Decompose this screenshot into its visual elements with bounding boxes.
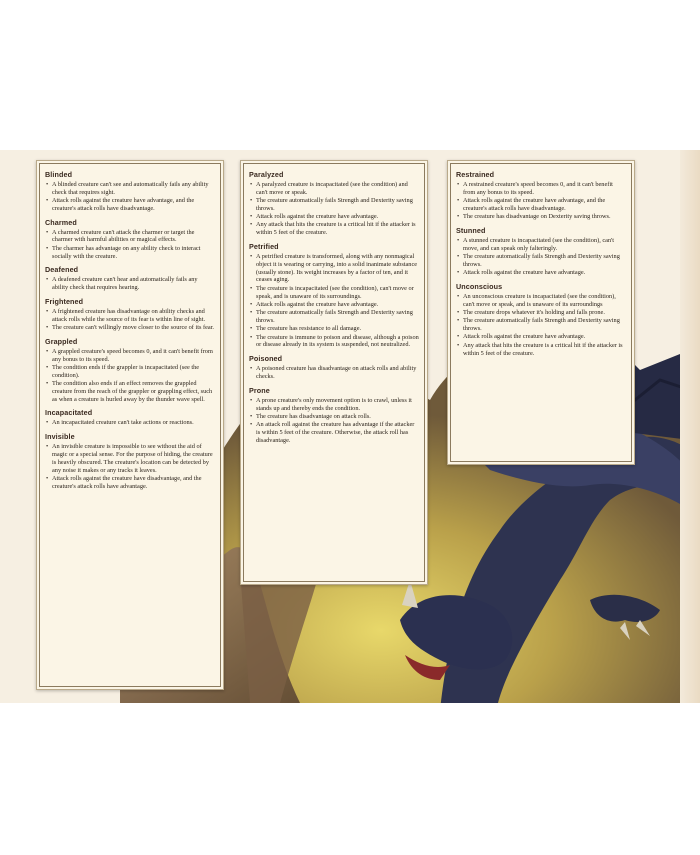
condition-name: Unconscious <box>456 281 503 291</box>
condition-bullet: • A restrained creature's speed becomes 0, and it can't benefit from any bonus to its speed. <box>456 181 626 197</box>
condition-bullet: • The creature has disadvantage on Dexterity saving throws. <box>456 213 626 221</box>
condition-bullet: • Attack rolls against the creature have advantage. <box>249 213 419 221</box>
condition-deafened <box>45 265 215 292</box>
condition-bullet: • The creature automatically fails Strength and Dexterity saving throws. <box>249 197 419 213</box>
condition-bullets <box>249 181 419 237</box>
condition-bullet: • An invisible creature is impossible to see without the aid of magic or a special sense. For the purpose of hiding, the creature is heavily obscured. The creature's location can be detected by any noise it makes or any tracks it leaves. <box>45 443 215 474</box>
condition-bullet: • An attack roll against the creature has advantage if the attacker is within 5 feet of the creature. Otherwise, the attack roll has disadvantage. <box>249 421 419 444</box>
condition-bullets <box>45 181 215 213</box>
condition-name: Deafened <box>45 265 79 275</box>
condition-bullet: • The charmer has advantage on any ability check to interact socially with the creature. <box>45 245 215 261</box>
condition-bullets <box>249 253 419 349</box>
condition-bullet: • Attack rolls against the creature have advantage. <box>456 269 626 277</box>
condition-name: Stunned <box>456 225 486 235</box>
condition-bullet: • A petrified creature is transformed, along with any nonmagical object it is wearing or carrying, into a solid inanimate substance (usually stone). Its weight increases by a factor of ten, and it ceases aging. <box>249 253 419 284</box>
condition-blinded <box>45 170 215 213</box>
condition-incapacitated <box>45 408 215 427</box>
condition-bullets <box>45 419 215 427</box>
condition-bullet: • A prone creature's only movement option is to crawl, unless it stands up and thereby ends the condition. <box>249 397 419 413</box>
condition-prone <box>249 386 419 445</box>
condition-bullet: • The creature has resistance to all damage. <box>249 325 419 333</box>
condition-invisible <box>45 432 215 490</box>
condition-bullet: • Any attack that hits the creature is a critical hit if the attacker is within 5 feet of the creature. <box>249 221 419 237</box>
page-edge <box>680 150 700 703</box>
condition-name: Charmed <box>45 217 77 227</box>
condition-name: Poisoned <box>249 354 283 364</box>
condition-bullets <box>45 348 215 404</box>
condition-bullet: • A poisoned creature has disadvantage on attack rolls and ability checks. <box>249 365 419 381</box>
conditions-column-3 <box>447 160 635 465</box>
condition-bullet: • The creature is incapacitated (see the condition), can't move or speak, and is unaware of its surroundings. <box>249 285 419 301</box>
condition-bullet: • The creature automatically fails Strength and Dexterity saving throws. <box>456 317 626 333</box>
condition-bullet: • The creature automatically fails Strength and Dexterity saving throws. <box>249 309 419 325</box>
condition-bullet: • A charmed creature can't attack the charmer or target the charmer with harmful abilities or magical effects. <box>45 229 215 245</box>
condition-petrified <box>249 242 419 349</box>
condition-frightened <box>45 297 215 332</box>
condition-grappled <box>45 337 215 404</box>
condition-name: Prone <box>249 385 270 395</box>
condition-bullet: • A stunned creature is incapacitated (see the condition), can't move, and can speak only falteringly. <box>456 237 626 253</box>
condition-bullet: • Any attack that hits the creature is a critical hit if the attacker is within 5 feet of the creature. <box>456 342 626 358</box>
condition-bullet: • The creature is immune to poison and disease, although a poison or disease already in its system is suspended, not neutralized. <box>249 334 419 350</box>
condition-bullets <box>45 308 215 332</box>
condition-bullets <box>249 365 419 381</box>
condition-name: Grappled <box>45 336 78 346</box>
condition-name: Petrified <box>249 242 279 252</box>
condition-bullets <box>456 237 626 277</box>
condition-bullet: • Attack rolls against the creature have advantage, and the creature's attack rolls have disadvantage. <box>45 197 215 213</box>
condition-charmed <box>45 218 215 261</box>
conditions-column-2 <box>240 160 428 585</box>
condition-name: Frightened <box>45 296 84 306</box>
condition-bullet: • Attack rolls against the creature have disadvantage, and the creature's attack rolls have advantage. <box>45 475 215 491</box>
condition-bullet: • The creature has disadvantage on attack rolls. <box>249 413 419 421</box>
condition-bullet: • The creature can't willingly move closer to the source of its fear. <box>45 324 215 332</box>
condition-bullet: • The condition also ends if an effect removes the grappled creature from the reach of the grappler or grappling effect, such as when a creature is hurled away by the thunder wave spell. <box>45 380 215 403</box>
condition-paralyzed <box>249 170 419 237</box>
condition-name: Incapacitated <box>45 408 93 418</box>
condition-name: Restrained <box>456 170 495 179</box>
condition-restrained <box>456 170 626 221</box>
condition-bullet: • The creature automatically fails Strength and Dexterity saving throws. <box>456 253 626 269</box>
condition-bullets <box>456 181 626 221</box>
condition-bullet: • An incapacitated creature can't take actions or reactions. <box>45 419 215 427</box>
condition-bullets <box>456 293 626 357</box>
condition-bullets <box>249 397 419 445</box>
condition-name: Invisible <box>45 432 75 442</box>
condition-name: Blinded <box>45 170 73 179</box>
conditions-column-1 <box>36 160 224 690</box>
condition-bullets <box>45 276 215 292</box>
condition-name: Paralyzed <box>249 170 284 179</box>
condition-bullet: • Attack rolls against the creature have advantage. <box>456 333 626 341</box>
condition-bullet: • The creature drops whatever it's holding and falls prone. <box>456 309 626 317</box>
condition-bullet: • The condition ends if the grappler is incapacitated (see the condition). <box>45 364 215 380</box>
condition-bullet: • Attack rolls against the creature have advantage. <box>249 301 419 309</box>
condition-bullet: • A blinded creature can't see and automatically fails any ability check that requires sight. <box>45 181 215 197</box>
condition-bullets <box>45 443 215 490</box>
condition-poisoned <box>249 354 419 381</box>
condition-bullet: • Attack rolls against the creature have advantage, and the creature's attack rolls have disadvantage. <box>456 197 626 213</box>
condition-bullet: • An unconscious creature is incapacitated (see the condition), can't move or speak, and is unaware of its surroundings <box>456 293 626 309</box>
condition-bullets <box>45 229 215 261</box>
condition-unconscious <box>456 282 626 357</box>
condition-bullet: • A paralyzed creature is incapacitated (see the condition) and can't move or speak. <box>249 181 419 197</box>
condition-bullet: • A frightened creature has disadvantage on ability checks and attack rolls while the source of its fear is within line of sight. <box>45 308 215 324</box>
condition-bullet: • A deafened creature can't hear and automatically fails any ability check that requires hearing. <box>45 276 215 292</box>
condition-bullet: • A grappled creature's speed becomes 0, and it can't benefit from any bonus to its speed. <box>45 348 215 364</box>
condition-stunned <box>456 226 626 277</box>
